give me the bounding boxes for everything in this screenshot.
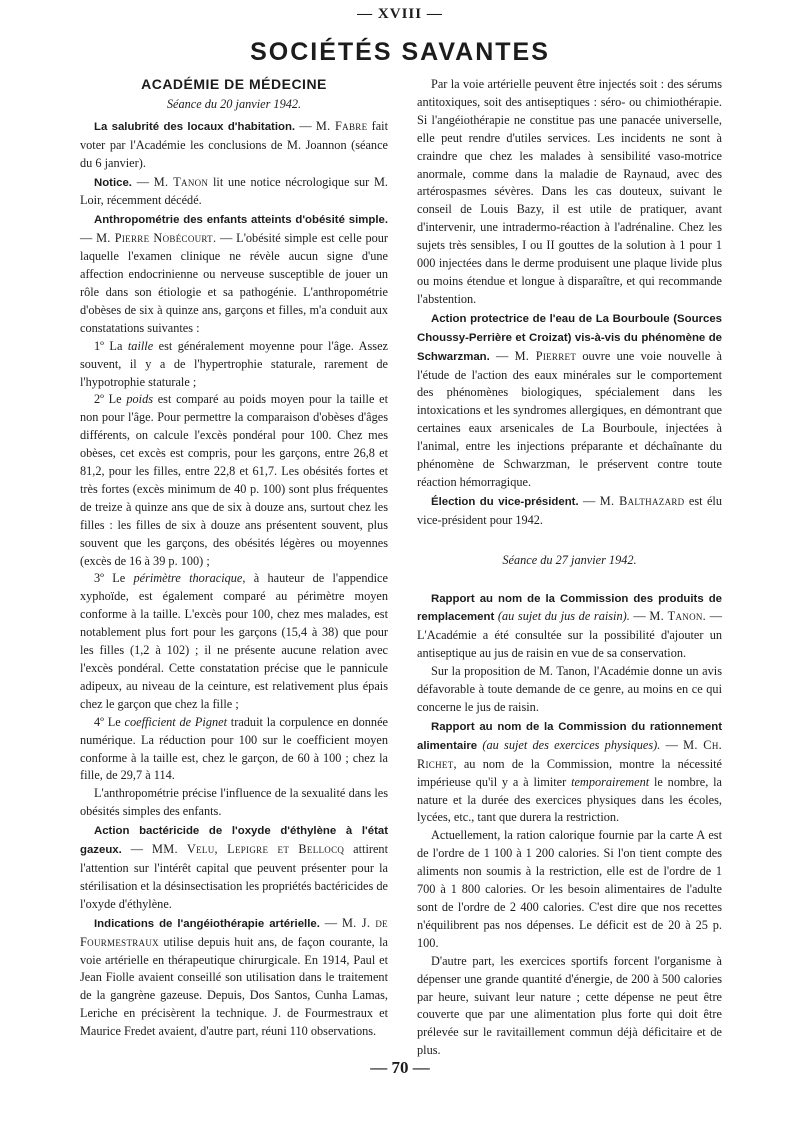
item-number: 3º Le — [94, 571, 134, 586]
item-text: est comparé au poids moyen pour la taille et non pour l'âge. Pour permettre la comparaison d'obèses d'âges différents, on calcule l'excès pondéral pour 100. Chez mes obèses, cet excès est compris, pour les garçons, entre 26,8 et 81,2, pour les filles, entre 22,8 et 61,7. Les obésités fortes et très fortes (excès minimum de 40 p. 100) sont plus fréquentes de treize à quinze ans que de six à douze ans, surtout chez les filles : les filles de six à douze ans présentent souvent, plus souvent que les garçons, des obésités légères ou moyennes (excès de 16 à 39 p. 100) ; — [80, 392, 388, 568]
item-text: , à hauteur de l'appendice xyphoïde, est également comparé au périmètre moyen conforme à la taille. L'excès pour 100, chez mes malades, est notablement plus fort pour les garçons (15,4 à 38) que pour les filles (1,2 à 102) ; il ne présente aucune relation avec l'excès pondéral. Cette constatation précise que le pannicule adipeux, au niveau de la ceinture, est relativement plus épais chez le garçon que chez la fille ; — [80, 571, 388, 711]
paragraph-bourboule — [417, 310, 722, 492]
author-fabre: M. Fabre — [315, 118, 368, 133]
subject-remplacement: (au sujet du jus de raisin). — [494, 609, 630, 624]
heading-notice: Notice. — [94, 176, 132, 189]
heading-remplacement: Rapport au nom de la Commission des produits de remplacement — [417, 592, 722, 624]
paragraph-voie-arterielle: Par la voie artérielle peuvent être injectés soit : des sérums antitoxiques, soit des antiseptiques : séro- ou chimiothérapie. Si l'angéiothérapie ne constitue pas une panacée universelle, elle peut rendre d'utiles services. Les incidents ne sont à craindre que chez les malades à sensibilité vaso-motrice anormale, comme dans la maladie de Raynaud, avec des artérospasmes sévères. Dans les cas douteux, suivant le conseil de Louis Bazy, il est utile de pratiquer, avant d'intervenir, une intradermo-réaction à l'adrénaline. Chez les sujets très sensibles, I ou II gouttes de la solution à 1 pour 1 000 injectées dans le derme produisent une plaque livide plus ou moins étendue et longue à disparaître, et qui recommande l'abstention. — [417, 77, 722, 306]
author-tanon: M. Tanon — [153, 174, 209, 189]
session-date-2: Séance du 27 janvier 1942. — [502, 552, 637, 567]
dash: — — [660, 737, 684, 752]
author-balthazard: M. Balthazard — [599, 493, 685, 508]
dash: — — [295, 118, 316, 133]
section-title: ACADÉMIE DE MÉDECINE — [141, 76, 327, 92]
heading-oxyde: Action bactéricide de l'oxyde d'éthylène à l'état gazeux. — [80, 825, 388, 857]
dash: — — [629, 609, 650, 624]
text-rationnement-2: le nombre, la nature et la durée des exercices physiques dans les écoles, lycées, etc., tant que durera la restriction. — [417, 774, 722, 825]
page-title: SOCIÉTÉS SAVANTES — [250, 38, 550, 66]
heading-bourboule: Action protectrice de l'eau de La Bourboule (Sources Choussy-Perrière et Croizat) vis-à-vis du phénomène de Schwarzman. — [417, 312, 722, 363]
page-number: — 70 — — [370, 1058, 430, 1077]
dash: — — [489, 348, 515, 363]
author-velu: MM. Velu, Lepigre et Bellocq — [152, 842, 345, 857]
emphasis-temporairement: temporairement — [571, 774, 650, 789]
dash: — — [131, 174, 154, 189]
paragraph-exercices: D'autre part, les exercices sportifs forcent l'organisme à dépenser une grande quantité d'énergie, de 200 à 500 calories par heure, suivant leur nature ; cette dépense ne peut être couverte que par une alimentation plus forte qui doit être prélevée sur le ravitaillement commun déjà déficitaire et de plus. — [417, 953, 722, 1058]
author-pierret: M. Pierret — [514, 348, 577, 363]
item-number: 1º La — [94, 338, 128, 353]
right-column — [417, 76, 722, 1060]
heading-election: Élection du vice-président. — [431, 495, 579, 508]
paragraph-salubrite — [80, 118, 388, 173]
item-term: taille — [127, 338, 154, 353]
paragraph-conclusion: L'anthropométrie précise l'influence de la sexualité dans les obésités simples des enfants. — [80, 786, 388, 819]
dash: — — [80, 231, 97, 246]
text-notice: lit une notice nécrologique sur M. Loir, récemment décédé. — [80, 174, 388, 208]
subject-rationnement: (au sujet des exercices physiques). — [477, 737, 661, 752]
item-taille — [80, 338, 388, 392]
dash: — — [578, 493, 600, 508]
item-perimetre — [80, 570, 388, 713]
session-date-1: Séance du 20 janvier 1942. — [166, 96, 302, 111]
paragraph-ration-calorique: Actuellement, la ration calorique fournie par la carte A est de l'ordre de 1 100 à 1 200 calories. Si l'on tient compte des aliments non soumis à la restriction, elle est de l'ordre de 1 700 à 1 800 calories. Or les besoin alimentaires de l'adulte sont de l'ordre de 2 400 calories. C'est dire que nos recettes n'équilibrent pas nos dépenses. Le déficit est de 20 à 25 p. 100. — [417, 828, 722, 950]
text-salubrite: fait voter par l'Académie les conclusions de M. Joannon (séance du 6 janvier). — [80, 118, 389, 170]
text-remplacement: — L'Académie a été consultée sur la possibilité d'ajouter un antiseptique au jus de raisin en vue de sa conservation. — [417, 609, 722, 661]
heading-angeiotherapie: Indications de l'angéiothérapie artérielle. — [94, 917, 320, 930]
author-fourmestraux: M. J. de Fourmestraux — [80, 915, 388, 949]
text-oxyde: attirent l'attention sur l'intérêt capital que peuvent présenter pour la stérilisation et la désinsectisation les propriétés bactéricides de l'oxyde d'éthylène. — [80, 842, 388, 911]
paragraph-remplacement — [417, 590, 722, 664]
text-bourboule: ouvre une voie nouvelle à l'étude de l'action des eaux minérales sur le comportement des phénomènes biologiques, spécialement dans les intoxications et les syndromes allergiques, en démontrant que certaines eaux arsenicales de La Bourboule, injectées à l'animal, entre les injections préparante et déchaînante du phénomène de Schwarzman, le préservent contre toute réaction hémorragique. — [417, 348, 722, 489]
author-richet: M. Ch. Richet — [417, 737, 722, 771]
roman-page-marker: — XVIII — — [357, 6, 443, 22]
paragraph-rationnement — [417, 718, 722, 827]
text-rationnement-1: , au nom de la Commission, montre la nécessité impérieuse qu'il y a à limiter — [417, 756, 722, 789]
item-text: traduit la corpulence en donnée numérique. La réduction pour 100 sur le coefficient moyen conforme à la taille est, chez le garçon, de 60 à 100 ; chez la fille, de 29,7 à 114. — [80, 714, 388, 783]
item-number: 4º Le — [94, 714, 125, 729]
item-term: coefficient de Pignet — [124, 714, 228, 729]
author-nobecourt: M. Pierre Nobécourt. — [96, 231, 217, 246]
item-term: poids — [126, 392, 154, 407]
paragraph-proposition: Sur la proposition de M. Tanon, l'Académie donne un avis défavorable à toute demande de ce genre, au moins en ce qui concerne le jus de raisin. — [417, 664, 722, 714]
heading-anthropometrie: Anthropométrie des enfants atteints d'obésité simple. — [94, 214, 388, 227]
item-number: 2º Le — [94, 392, 127, 407]
dash: — — [121, 842, 153, 857]
paragraph-anthropometrie — [80, 211, 388, 337]
item-text: est généralement moyenne pour l'âge. Assez souvent, il y a de l'hypertrophie staturale, rarement de l'hypotrophie staturale ; — [80, 338, 388, 389]
heading-salubrite: La salubrité des locaux d'habitation. — [94, 120, 296, 133]
heading-rationnement: Rapport au nom de la Commission du rationnement alimentaire — [417, 720, 722, 752]
item-term: périmètre thoracique — [133, 571, 243, 586]
item-poids — [80, 391, 388, 570]
text-anthropometrie: — L'obésité simple est celle pour laquelle l'examen clinique ne révèle aucun signe d'une affection endocrinienne ou nerveuse susceptible de jouer un rôle dans son étiologie et sa pathogénie. L'anthropométrie d'obèses de six à quinze ans, garçons et filles, m'a conduit aux constatations suivantes : — [80, 231, 388, 335]
text-election: est élu vice-président pour 1942. — [417, 493, 722, 527]
dash: — — [319, 915, 342, 930]
author-tanon-2: M. Tanon. — [649, 609, 707, 624]
paragraph-notice — [80, 174, 388, 211]
paragraph-angeiotherapie — [80, 915, 388, 1041]
left-column — [80, 76, 388, 1041]
item-pignet — [80, 714, 388, 786]
paragraph-election — [417, 493, 722, 530]
text-angeiotherapie: utilise depuis huit ans, de façon courante, la voie artérielle en thérapeutique chirurgicale. En 1914, Paul et Jean Fiolle avaient conseillé son utilisation dans le traitement de la gangrène gazeuse. Depuis, Dos Santos, Cunha Lamas, Leriche en précisèrent la technique. J. de Fourmestraux et Maurice Fredet avaient, d'autre part, réuni 110 observations. — [80, 934, 388, 1039]
paragraph-oxyde — [80, 822, 388, 914]
